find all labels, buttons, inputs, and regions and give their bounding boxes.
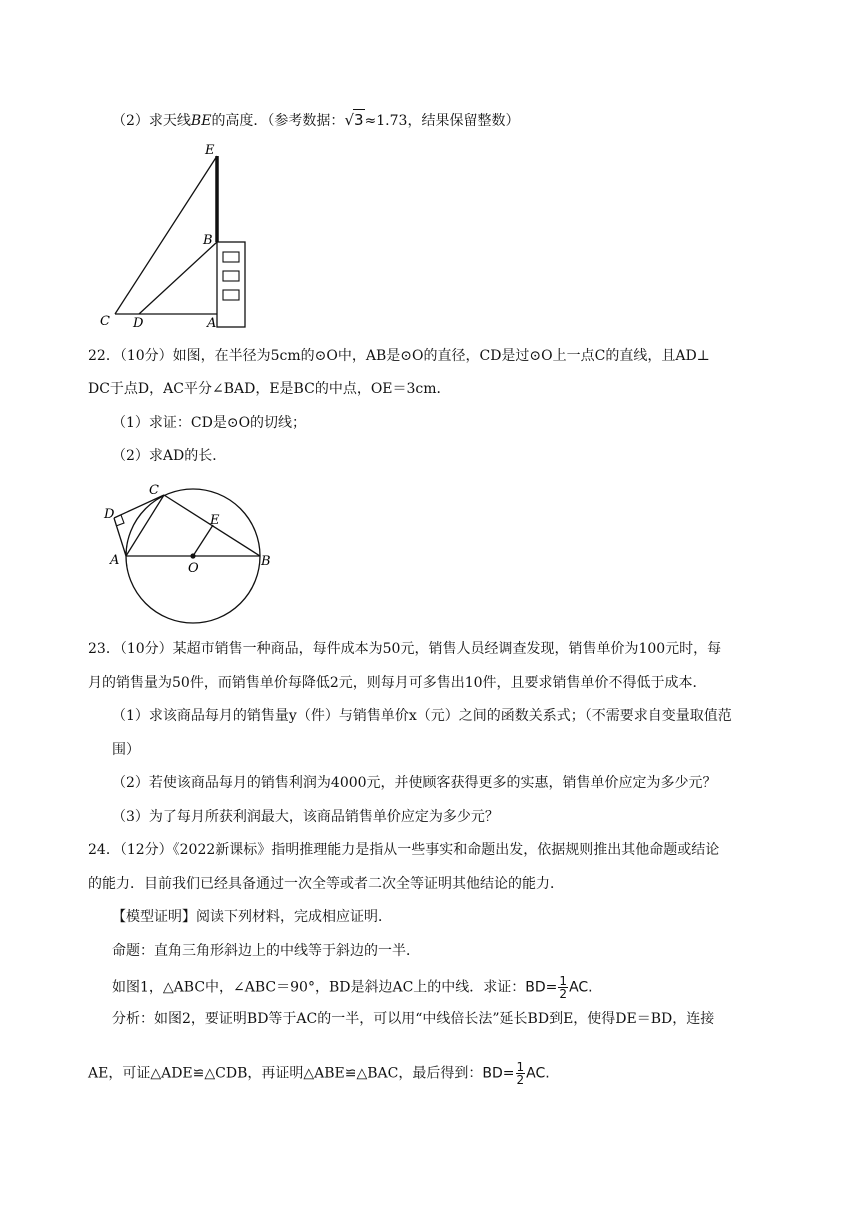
q24-prop-text: 命题：直角三角形斜边上的中线等于斜边的一半．: [112, 943, 420, 959]
q24-number: 24．: [88, 842, 120, 858]
q24-analysis2-text: AE，可证△ADE≌△CDB，再证明△ABE≌△BAC，最后得到：: [88, 1065, 483, 1082]
q22-part1: [112, 413, 306, 433]
fig1-line-ce: [115, 156, 217, 314]
q23-text2: 月的销售量为50件，而销售单价每降低2元，则每月可多售出10件，且要求销售单价不得低于成本．: [88, 675, 707, 691]
q23-part2: [112, 773, 717, 793]
q24-model: [112, 907, 392, 927]
fig1-label-c: C: [100, 314, 110, 329]
fraction-denominator: 2: [559, 987, 568, 1001]
q22-line2: [88, 379, 451, 399]
formula2-rhs: AC.: [526, 1065, 550, 1082]
fraction2-denominator: 2: [516, 1073, 525, 1087]
q21-part2-suffix: ≈1.73，结果保留整数）: [364, 113, 520, 129]
q24-model-text: 【模型证明】阅读下列材料，完成相应证明．: [112, 909, 392, 925]
fig1-label-e: E: [205, 143, 215, 158]
q24-analysis1: [112, 1009, 714, 1029]
fraction-numerator: 1: [559, 974, 568, 988]
figure-antenna: [95, 140, 255, 335]
q23-line1: [88, 639, 721, 659]
fig1-label-d: D: [133, 316, 144, 331]
q21-part2-be: BE: [190, 113, 212, 129]
q24-analysis2: [88, 1061, 550, 1086]
q23-part1a-text: （1）求该商品每月的销售量y（件）与销售单价x（元）之间的函数关系式；（不需要求自变量取值范: [112, 708, 732, 724]
q23-part3-text: （3）为了每月所获利润最大，该商品销售单价应定为多少元？: [112, 809, 499, 825]
fig2-label-c: C: [149, 483, 159, 498]
q24-text1: （12分）《2022新课标》指明推理能力是指从一些事实和命题出发，依据规则推出其他命题或结论: [119, 842, 720, 858]
q23-part2-text: （2）若使该商品每月的销售利润为4000元，并使顾客获得更多的实惠，销售单价应定为多少元？: [112, 775, 717, 791]
q21-part2-mid: 的高度．（参考数据：: [211, 113, 345, 129]
fig1-building: [217, 242, 245, 327]
fig2-label-d: D: [104, 507, 115, 522]
q24-analysis1-text: 分析：如图2，要证明BD等于AC的一半，可以用“中线倍长法”延长BD到E，使得DE＝BD，连接: [112, 1011, 715, 1027]
fig1-window: [223, 271, 239, 281]
q22-line1: [88, 346, 710, 366]
q22-part1-text: （1）求证：CD是⊙O的切线；: [112, 415, 307, 431]
fig2-label-b: B: [261, 554, 271, 569]
fig2-label-e: E: [210, 513, 220, 528]
fig2-center-dot: [190, 553, 195, 558]
fig2-line-ad: [114, 518, 126, 556]
q22-part2-text: （2）求AD的长．: [112, 448, 227, 464]
fig2-label-a: A: [110, 553, 120, 568]
figure-circle: [100, 478, 280, 628]
q22-number: 22．: [88, 348, 120, 364]
fig2-label-o: O: [188, 561, 199, 576]
formula-fraction: [558, 975, 568, 1000]
formula2-lhs: BD=: [482, 1065, 515, 1082]
q23-part1a: [112, 706, 732, 726]
q22-text1: （10分）如图，在半径为5cm的⊙O中，AB是⊙O的直径，CD是过⊙O上一点C的直线，且AD⊥: [119, 348, 710, 364]
q23-part3: [112, 807, 499, 827]
q22-part2: [112, 446, 226, 466]
q21-part2-line: [112, 109, 519, 131]
q21-part2-prefix: （2）求天线: [112, 113, 191, 129]
sqrt-radicand: 3: [354, 111, 364, 129]
q24-line2: [88, 874, 564, 894]
q24-fig1-text: 如图1，△ABC中，∠ABC＝90°，BD是斜边AC上的中线．求证：: [112, 979, 526, 996]
sqrt-symbol: √3: [344, 111, 364, 129]
formula-lhs: BD=: [525, 979, 558, 996]
q22-text2: DC于点D，AC平分∠BAD，E是BC的中点，OE＝3cm．: [88, 381, 451, 397]
fraction2-numerator: 1: [516, 1060, 525, 1074]
q23-number: 23．: [88, 641, 120, 657]
fig1-label-a: A: [207, 316, 217, 331]
fig1-window: [223, 252, 239, 262]
formula-rhs: AC.: [569, 979, 593, 996]
q23-part1b-text: 围）: [112, 742, 140, 758]
q24-line1: [88, 840, 719, 860]
fig1-label-b: B: [203, 233, 213, 248]
q24-prop: [112, 941, 420, 961]
q24-fig1-line: [112, 975, 593, 1000]
q23-part1b: [112, 740, 140, 760]
q24-text2: 的能力．目前我们已经具备通过一次全等或者二次全等证明其他结论的能力．: [88, 876, 564, 892]
q23-text1: （10分）某超市销售一种商品，每件成本为50元，销售人员经调查发现，销售单价为100元时，每: [119, 641, 722, 657]
fig2-line-oe: [193, 525, 213, 556]
fig1-window: [223, 290, 239, 300]
q23-line2: [88, 673, 707, 693]
formula2-fraction: [516, 1061, 526, 1086]
fig1-line-db: [139, 242, 217, 314]
